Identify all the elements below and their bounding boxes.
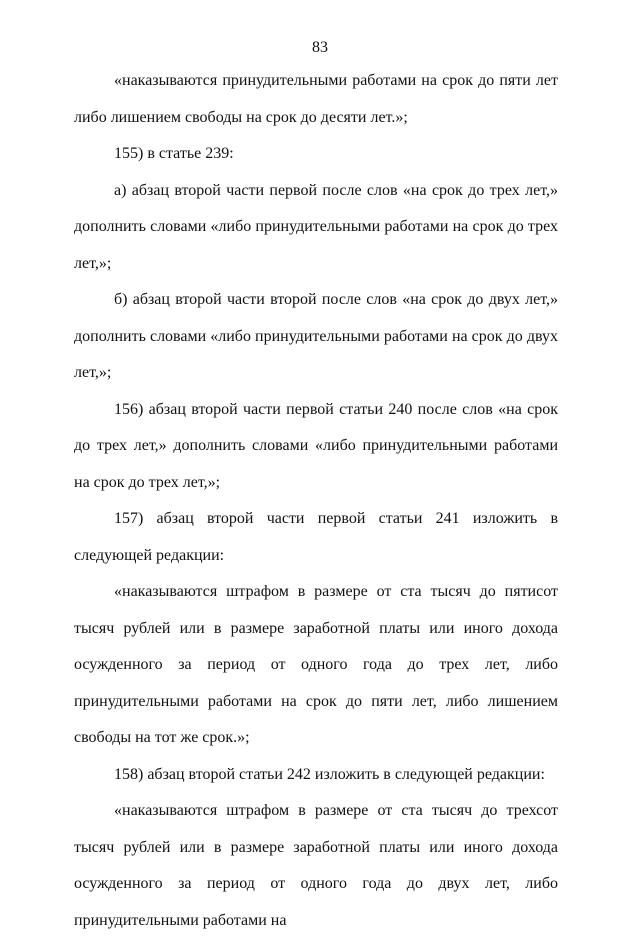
paragraph-item-158: 158) абзац второй статьи 242 изложить в следующей редакции: xyxy=(114,765,545,783)
paragraph-quote-punishment-2: «наказываются штрафом в размере от ста тысяч до пятисот тысяч рублей или в размере заработной платы или иного дохода осужденного за период от одного года до трех лет, либо принудительными работами на срок до пяти лет, либо лишением свободы на тот же срок.»; xyxy=(74,583,558,746)
paragraph-item-155-a: а) абзац второй части первой после слов «на срок до трех лет,» дополнить словами «либо принудительными работами на срок до трех лет,»; xyxy=(74,181,558,272)
paragraph-item-155-b: б) абзац второй части второй после слов «на срок до двух лет,» дополнить словами «либо принудительными работами на срок до двух лет,»; xyxy=(74,291,558,381)
paragraph-quote-punishment-3: «наказываются штрафом в размере от ста тысяч до трехсот тысяч рублей или в размере заработной платы или иного дохода осужденного за период от одного года до двух лет, либо принудительными работами на xyxy=(74,802,558,929)
paragraph-item-156: 156) абзац второй части первой статьи 240 после слов «на срок до трех лет,» дополнить словами «либо принудительными работами на срок до трех лет,»; xyxy=(74,400,558,491)
document-body xyxy=(74,63,558,939)
paragraph-item-157: 157) абзац второй части первой статьи 241 изложить в следующей редакции: xyxy=(74,510,558,564)
page-number: 83 xyxy=(312,39,328,56)
paragraph-item-155: 155) в статье 239: xyxy=(114,145,234,162)
paragraph-quote-punishment-1: «наказываются принудительными работами на срок до пяти лет либо лишением свободы на срок до десяти лет.»; xyxy=(74,72,558,126)
